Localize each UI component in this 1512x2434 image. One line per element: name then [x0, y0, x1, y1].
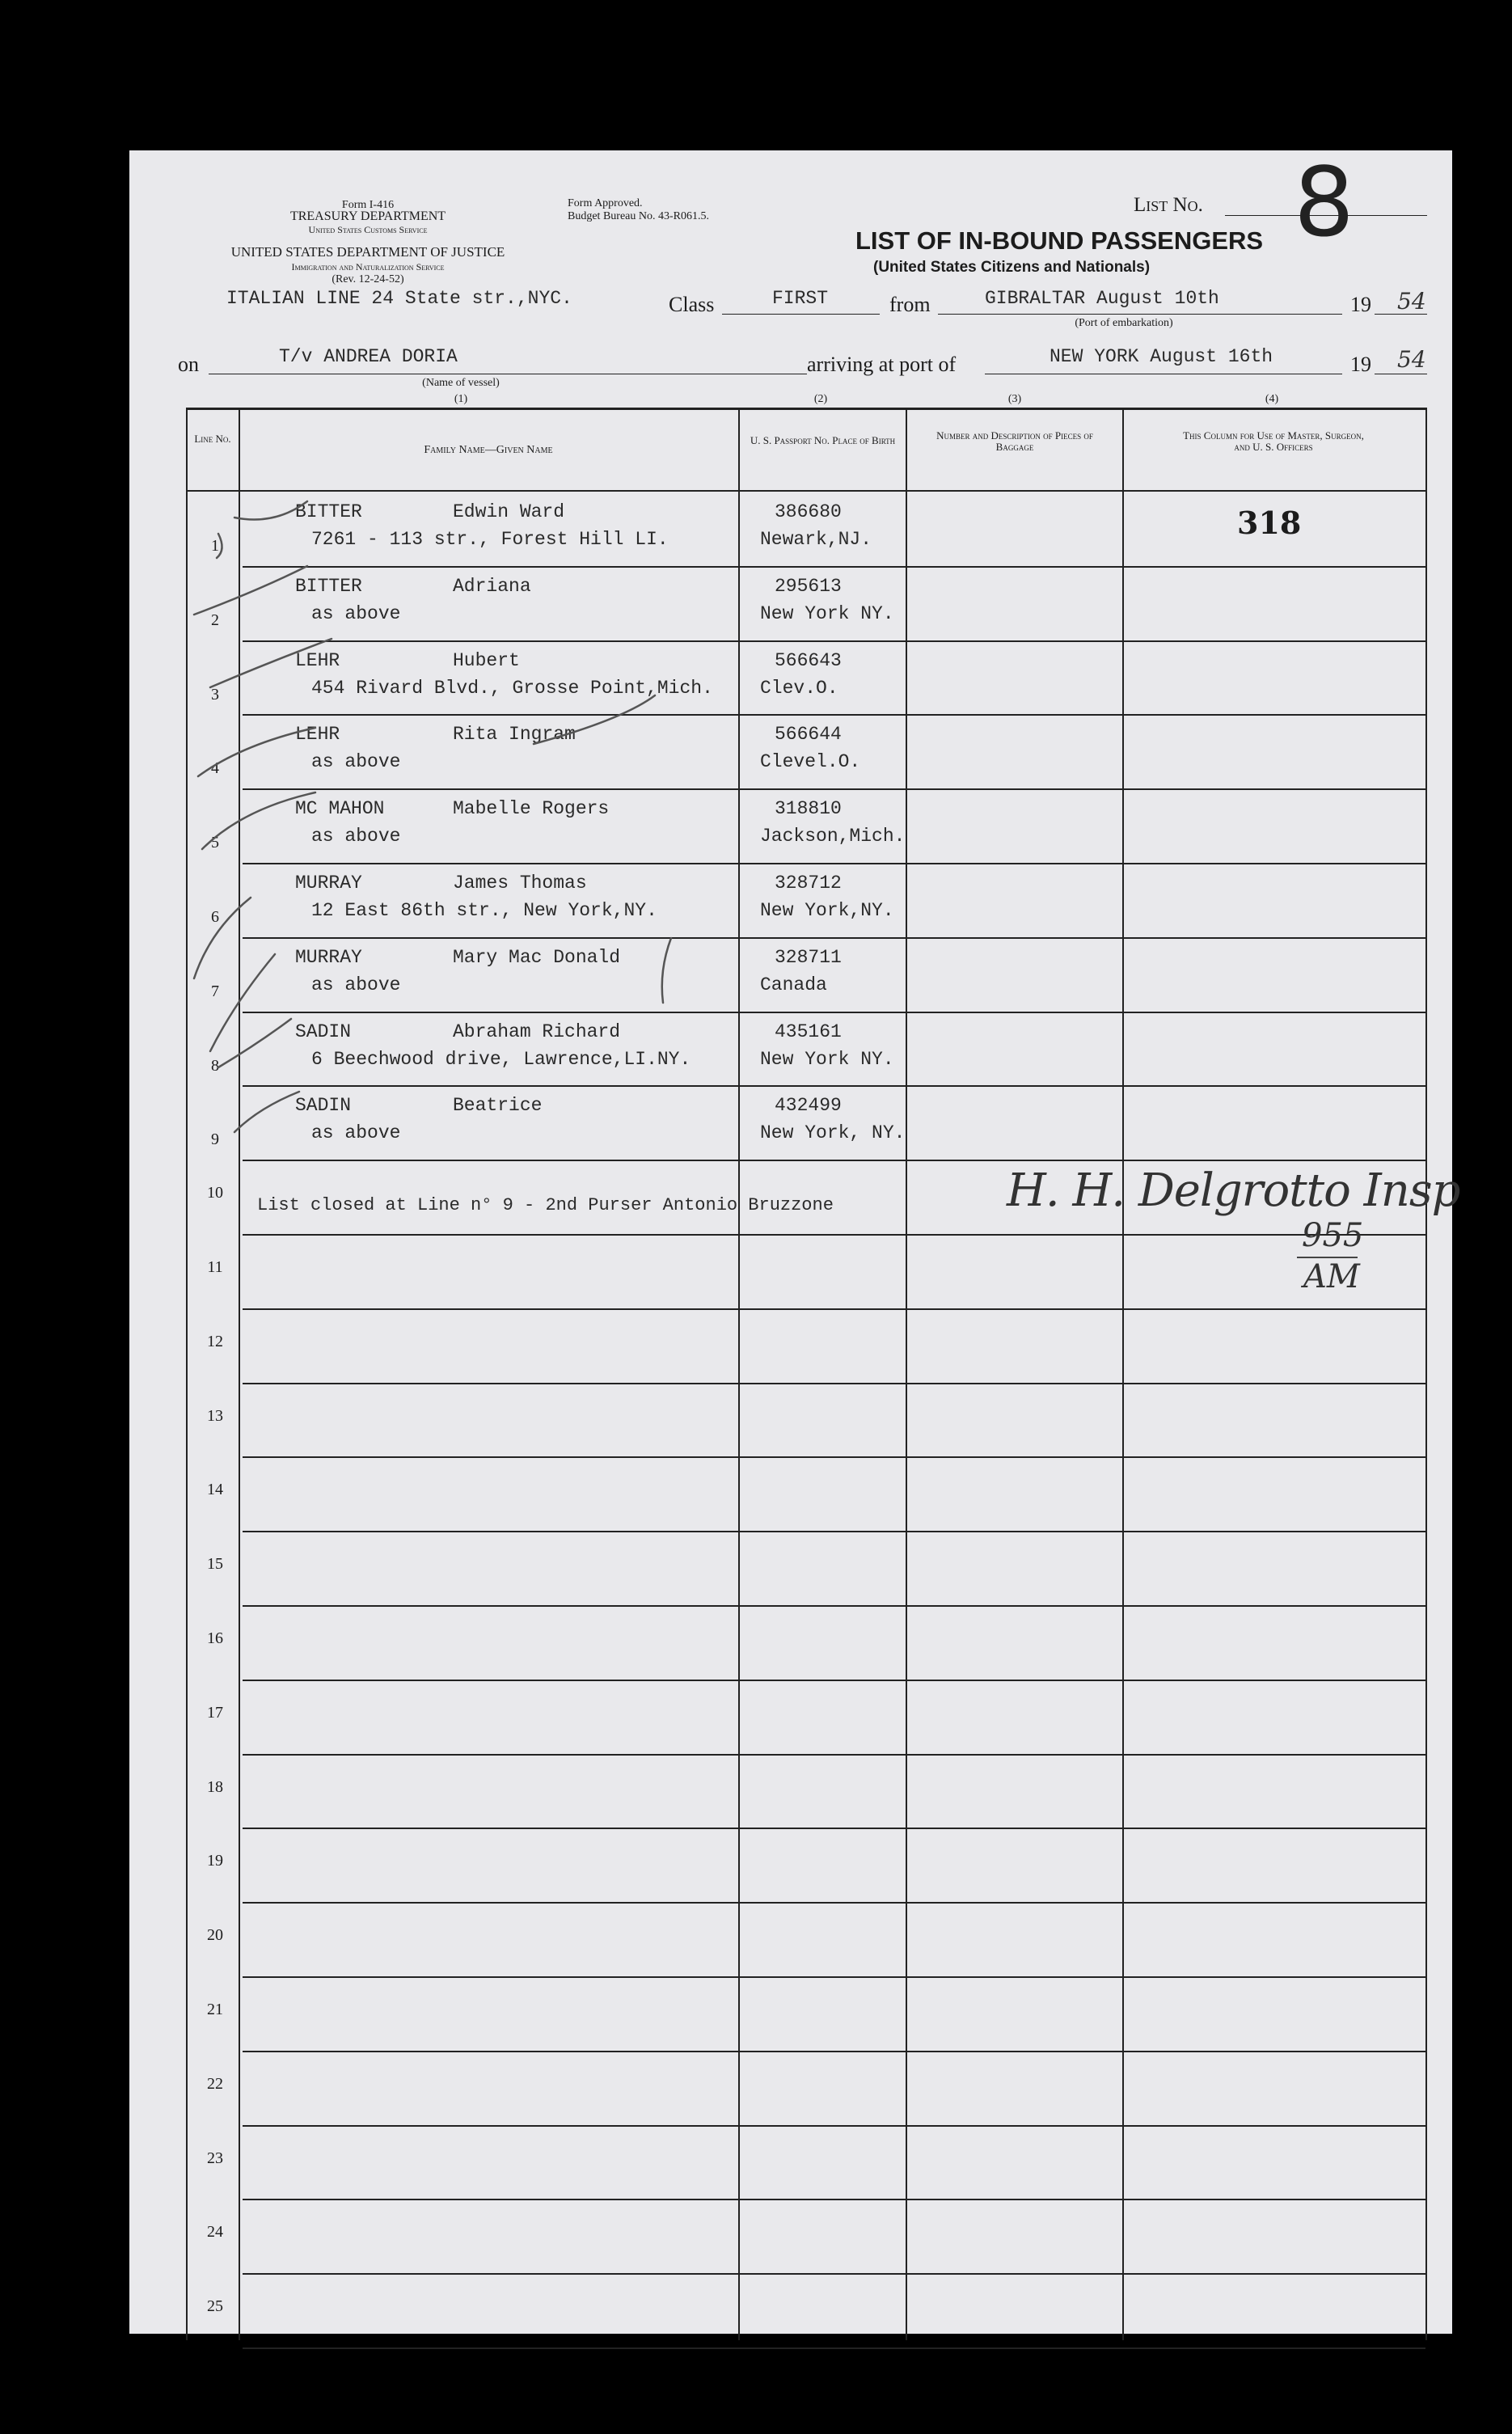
passenger-family-name: SADIN	[295, 1095, 352, 1116]
row-rule	[243, 1012, 1425, 1013]
column-header-baggage: Number and Description of Pieces of Baggage	[936, 429, 1093, 453]
table-header-rule	[186, 490, 1425, 492]
line-number: 18	[207, 1778, 223, 1796]
column-header-line-no: Line No.	[194, 433, 231, 445]
passenger-given-name: Mary Mac Donald	[453, 947, 621, 968]
passport-number: 328711	[775, 947, 842, 968]
inspection-time-ampm: AM	[1303, 1258, 1360, 1295]
row-rule	[243, 2125, 1425, 2127]
row-rule	[243, 1531, 1425, 1532]
line-number: 17	[207, 1704, 223, 1722]
line-number: 4	[211, 759, 219, 777]
list-no-label: List No.	[1134, 194, 1203, 216]
year-arrive: 54	[1397, 346, 1426, 373]
year-embark: 54	[1397, 288, 1426, 315]
place-of-birth: Clev.O.	[760, 678, 838, 699]
row-rule	[243, 863, 1425, 864]
punch-hole	[87, 1625, 127, 1666]
passenger-given-name: Rita Ingram	[453, 724, 576, 745]
punch-hole	[87, 873, 127, 914]
class-value: FIRST	[772, 288, 829, 309]
line-number: 13	[207, 1407, 223, 1425]
revision-date: (Rev. 12-24-52)	[332, 273, 404, 285]
row-rule	[243, 1308, 1425, 1310]
line-number: 22	[207, 2075, 223, 2093]
passenger-address: 12 East 86th str., New York,NY.	[311, 900, 657, 921]
from-label: from	[889, 293, 931, 316]
line-number: 7	[211, 982, 219, 1000]
line-number: 19	[207, 1852, 223, 1870]
customs-service: United States Customs Service	[308, 224, 428, 235]
row-rule	[243, 1605, 1425, 1607]
class-label: Class	[669, 293, 715, 316]
table-left-border	[186, 408, 188, 2340]
line-number: 15	[207, 1555, 223, 1573]
department-of-justice: UNITED STATES DEPARTMENT OF JUSTICE	[230, 244, 505, 260]
punch-hole	[65, 404, 105, 445]
passenger-address: 454 Rivard Blvd., Grosse Point,Mich.	[311, 678, 713, 699]
column-3-number: (3)	[1007, 393, 1022, 405]
passenger-given-name: James Thomas	[453, 873, 587, 894]
line-number: 1	[211, 537, 219, 555]
arrival-port: NEW YORK August 16th	[1050, 346, 1273, 367]
row-rule	[243, 1160, 1425, 1161]
year-prefix-arrive: 19	[1350, 353, 1371, 376]
place-of-birth: New York NY.	[760, 603, 894, 624]
form-subtitle: (United States Citizens and Nationals)	[873, 259, 1151, 276]
row-rule	[243, 2273, 1425, 2275]
passenger-family-name: LEHR	[295, 650, 340, 671]
vessel-name: T/v ANDREA DORIA	[279, 346, 458, 367]
arriving-label: arriving at port of	[807, 353, 957, 376]
embarkation-port: GIBRALTAR August 10th	[985, 288, 1219, 309]
place-of-birth: Jackson,Mich.	[760, 826, 906, 847]
line-number: 10	[207, 1184, 223, 1202]
row-rule	[243, 2199, 1425, 2200]
passport-number: 318810	[775, 798, 842, 819]
passenger-given-name: Edwin Ward	[453, 501, 565, 522]
manifest-page	[129, 146, 1452, 2334]
column-header-passport: U. S. Passport No. Place of Birth	[750, 434, 896, 446]
list-closed-note: List closed at Line n° 9 - 2nd Purser Antonio Bruzzone	[257, 1195, 834, 1215]
shipping-agent: ITALIAN LINE 24 State str.,NYC.	[226, 288, 572, 309]
column-2-number: (2)	[813, 393, 828, 405]
passport-number: 566643	[775, 650, 842, 671]
passenger-given-name: Adriana	[453, 576, 531, 597]
column-1-number: (1)	[454, 393, 468, 405]
row-rule	[243, 1976, 1425, 1978]
form-approved: Form Approved.	[568, 197, 643, 209]
passenger-family-name: BITTER	[295, 576, 362, 597]
class-rule	[722, 314, 880, 315]
inspection-time: 955	[1302, 1217, 1364, 1254]
passenger-family-name: SADIN	[295, 1021, 352, 1042]
table-right-border	[1425, 408, 1427, 2340]
row-rule	[243, 937, 1425, 939]
row-rule	[243, 788, 1425, 790]
passport-number: 435161	[775, 1021, 842, 1042]
row-rule	[243, 1902, 1425, 1904]
passenger-family-name: MURRAY	[295, 947, 362, 968]
line-number: 21	[207, 2001, 223, 2018]
row-rule	[243, 1680, 1425, 1681]
line-number: 9	[211, 1130, 219, 1148]
place-of-birth: New York,NY.	[760, 900, 894, 921]
passenger-given-name: Abraham Richard	[453, 1021, 621, 1042]
line-number: 24	[207, 2223, 223, 2241]
budget-bureau: Budget Bureau No. 43-R061.5.	[568, 210, 709, 222]
place-of-birth: New York, NY.	[760, 1122, 906, 1143]
punch-hole	[87, 1760, 127, 1800]
column-header-name: Family Name—Given Name	[424, 444, 553, 456]
line-number: 16	[207, 1629, 223, 1647]
row-rule	[243, 566, 1425, 568]
ins-label: Immigration and Naturalization Service	[291, 261, 445, 273]
list-no-value: 8	[1294, 146, 1355, 258]
passenger-family-name: MC MAHON	[295, 798, 385, 819]
officer-note: 318	[1237, 505, 1302, 541]
passport-number: 432499	[775, 1095, 842, 1116]
row-rule	[243, 1383, 1425, 1384]
place-of-birth: Newark,NJ.	[760, 529, 872, 550]
line-number: 20	[207, 1926, 223, 1944]
passenger-given-name: Mabelle Rogers	[453, 798, 610, 819]
passport-number: 328712	[775, 873, 842, 894]
row-rule	[243, 1234, 1425, 1236]
year-prefix-embark: 19	[1350, 293, 1371, 316]
passenger-given-name: Beatrice	[453, 1095, 543, 1116]
line-number: 23	[207, 2149, 223, 2167]
passenger-address: as above	[311, 974, 401, 995]
passport-number: 386680	[775, 501, 842, 522]
inspector-signature: H. H. Delgrotto Insp	[1007, 1164, 1460, 1217]
row-rule	[243, 1456, 1425, 1458]
on-label: on	[178, 353, 199, 376]
place-of-birth: Canada	[760, 974, 827, 995]
passenger-address: as above	[311, 826, 401, 847]
passenger-address: as above	[311, 751, 401, 772]
treasury-department: TREASURY DEPARTMENT	[289, 209, 446, 223]
table-top-rule	[186, 408, 1425, 410]
punch-hole	[81, 202, 121, 243]
passenger-family-name: MURRAY	[295, 873, 362, 894]
port-of-embarkation-caption: (Port of embarkation)	[1075, 317, 1173, 329]
passenger-address: as above	[311, 603, 401, 624]
passport-number: 566644	[775, 724, 842, 745]
line-number: 11	[207, 1258, 223, 1276]
passenger-family-name: LEHR	[295, 724, 340, 745]
passenger-address: 6 Beechwood drive, Lawrence,LI.NY.	[311, 1049, 691, 1070]
place-of-birth: New York NY.	[760, 1049, 894, 1070]
punch-hole	[87, 2285, 127, 2326]
vessel-caption: (Name of vessel)	[422, 377, 500, 389]
row-rule	[243, 714, 1425, 716]
row-rule	[243, 1085, 1425, 1087]
passenger-address: as above	[311, 1122, 401, 1143]
place-of-birth: Clevel.O.	[760, 751, 861, 772]
line-number: 5	[211, 834, 219, 851]
column-4-number: (4)	[1265, 393, 1279, 405]
form-title: LIST OF IN-BOUND PASSENGERS	[855, 226, 1264, 255]
line-number: 12	[207, 1333, 223, 1350]
passenger-address: 7261 - 113 str., Forest Hill LI.	[311, 529, 669, 550]
line-number: 6	[211, 908, 219, 926]
passenger-given-name: Hubert	[453, 650, 520, 671]
row-rule	[243, 1754, 1425, 1756]
passenger-family-name: BITTER	[295, 501, 362, 522]
punch-hole	[87, 1274, 127, 1315]
row-rule	[243, 2051, 1425, 2052]
row-rule	[243, 2347, 1425, 2349]
line-number: 14	[207, 1481, 223, 1498]
line-number: 2	[211, 611, 219, 629]
line-number: 3	[211, 686, 219, 704]
row-rule	[243, 640, 1425, 642]
line-number: 25	[207, 2297, 223, 2315]
line-number: 8	[211, 1057, 219, 1075]
form-number: Form I-416	[341, 199, 395, 211]
punch-hole	[87, 742, 127, 783]
passport-number: 295613	[775, 576, 842, 597]
from-rule	[938, 314, 1342, 315]
punch-hole	[65, 356, 113, 404]
row-rule	[243, 1828, 1425, 1829]
column-header-officers: This Column for Use of Master, Surgeon, and U. S. Officers	[1183, 429, 1364, 453]
